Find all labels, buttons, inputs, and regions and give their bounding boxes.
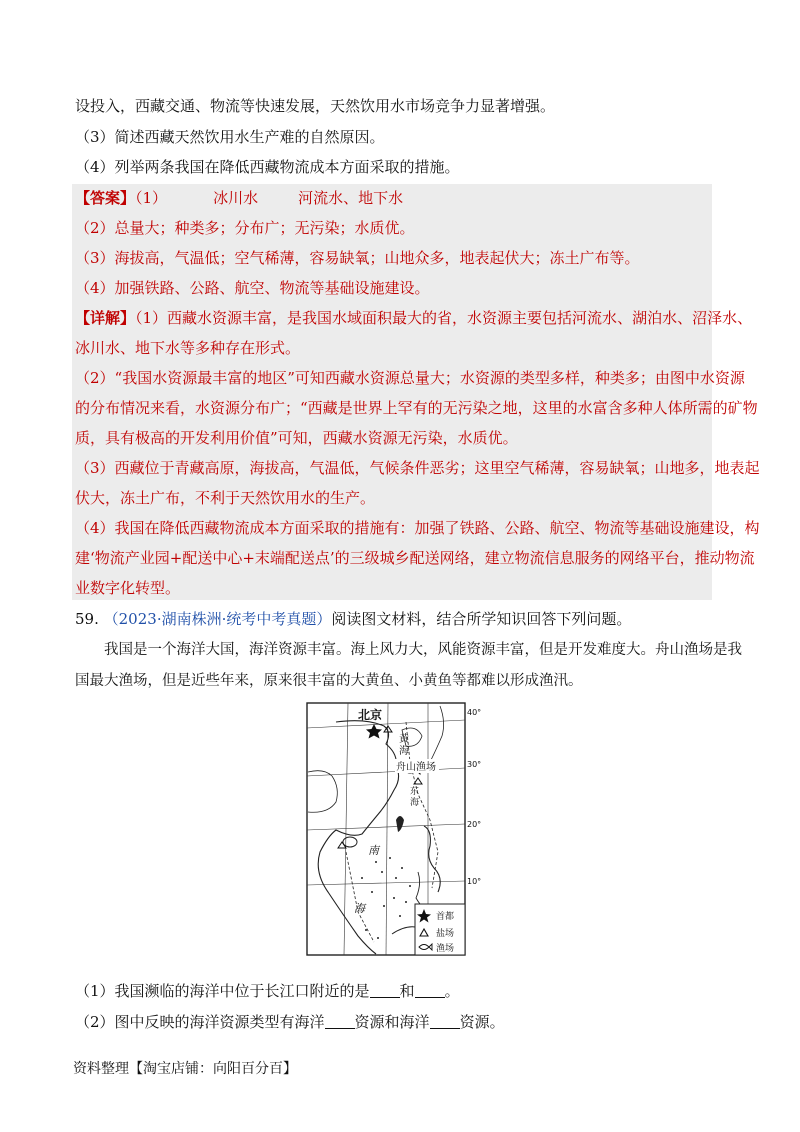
detail-4-line-1: （4）我国在降低西藏物流成本方面采取的措施有：加强了铁路、公路、航空、物流等基础设施建设，构 [75,519,760,537]
detail-line-1 [75,308,752,328]
footer-note: 资料整理【淘宝店铺：向阳百分百】 [73,1061,297,1077]
map-label-zhoushan: 舟山渔场 [396,762,436,773]
blank-1[interactable] [370,983,400,998]
question-prompt: 阅读图文材料，结合所学知识回答下列问题。 [331,610,632,628]
svg-text:40°: 40° [467,708,482,717]
detail-label: 【详解】 [75,309,136,327]
svg-text:黄: 黄 [399,734,409,745]
detail-3-line-2: 伏大，冻土广布，不利于天然饮用水的生产。 [75,489,376,507]
china-sea-map [306,702,482,958]
detail-1-line-1: （1）西藏水资源丰富，是我国水域面积最大的省，水资源主要包括河流水、湖泊水、沼泽水、 [135,309,753,327]
intro-tail: 设投入，西藏交通、物流等快速发展，天然饮用水市场竞争力显著增强。 [75,97,556,115]
detail-4-line-3: 业数字化转型。 [75,579,181,597]
answer-1-value-2: 河流水、地下水 [298,189,404,207]
svg-text:海: 海 [399,746,409,757]
svg-text:南: 南 [368,844,379,857]
svg-text:海: 海 [354,902,365,915]
legend-capital: 首都 [436,912,455,922]
blank-2[interactable] [415,983,445,998]
legend-salt: 盐场 [436,929,455,939]
detail-3-line-1: （3）西藏位于青藏高原，海拔高，气温低，气候条件恶劣；这里空气稀薄，容易缺氧；山地多，地表起 [75,459,760,477]
answer-3: （3）海拔高，气温低；空气稀薄，容易缺氧；山地众多，地表起伏大；冻土广布等。 [75,249,640,267]
sub-question-2 [75,1012,505,1032]
blank-3[interactable] [325,1014,355,1029]
sub-question-1-end: 。 [444,982,460,1000]
answer-1-prefix: （1） [135,189,168,207]
question-59-header [75,609,631,629]
sub-question-2-text: （2）图中反映的海洋资源类型有海洋 [75,1013,325,1031]
question-number: 59. [75,610,99,628]
answer-2: （2）总量大；种类多；分布广；无污染；水质优。 [75,219,415,237]
svg-text:10°: 10° [467,877,482,886]
answer-1-value-1: 冰川水 [213,189,259,207]
svg-text:20°: 20° [467,820,482,829]
detail-2-line-1: （2）“我国水资源最丰富的地区”可知西藏水资源总量大；水资源的类型多样，种类多；由图中水资源 [75,369,745,387]
answer-label: 【答案】 [75,189,136,207]
question-source[interactable]: （2023·湖南株洲·统考中考真题） [103,610,332,628]
svg-text:东: 东 [410,787,420,797]
sub-question-1 [75,981,460,1001]
detail-4-line-2: 建‘物流产业园+配送中心+末端配送点’的三级城乡配送网络，建立物流信息服务的网络平台，推动物流 [75,549,755,567]
sub-question-2-mid: 资源和海洋 [354,1013,430,1031]
material-line-2: 国最大渔场，但是近些年来，原来很丰富的大黄鱼、小黄鱼等都难以形成渔汛。 [75,673,583,689]
svg-text:30°: 30° [467,760,482,769]
blank-4[interactable] [430,1014,460,1029]
sub-question-1-and: 和 [399,982,415,1000]
legend-fishery: 渔场 [436,944,455,954]
detail-2-line-3: 质，具有极高的开发利用价值”可知，西藏水资源无污染，水质优。 [75,429,518,447]
material-line-1: 我国是一个海洋大国，海洋资源丰富。海上风力大，风能资源丰富，但是开发难度大。舟山渔场是我 [104,642,742,658]
svg-text:海: 海 [410,798,420,808]
map-label-beijing: 北京 [358,708,383,722]
detail-1-line-2: 冰川水、地下水等多种存在形式。 [75,339,301,357]
detail-2-line-2: 的分布情况来看，水资源分布广；“西藏是世界上罕有的无污染之地，这里的水富含多种人体所需的矿物 [75,399,758,417]
sub-question-2-end: 资源。 [459,1013,505,1031]
sub-question-1-text: （1）我国濒临的海洋中位于长江口附近的是 [75,982,370,1000]
question-3: （3）简述西藏天然饮用水生产难的自然原因。 [75,128,385,146]
question-4: （4）列举两条我国在降低西藏物流成本方面采取的措施。 [75,158,460,176]
answer-line-1 [75,188,403,208]
answer-4: （4）加强铁路、公路、航空、物流等基础设施建设。 [75,279,430,297]
